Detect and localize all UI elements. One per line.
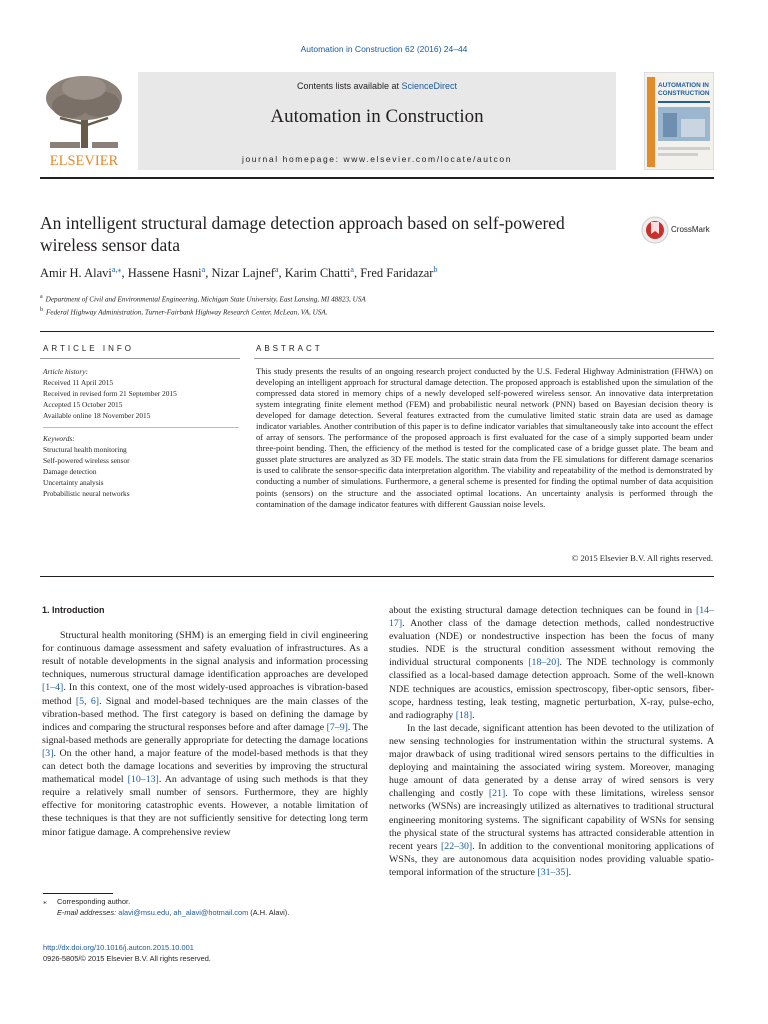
keywords-rule	[43, 427, 239, 428]
section-rule	[40, 331, 714, 332]
paragraph-text: In the last decade, significant attention has been devoted to the utilization of new sensing technologies for instrumentation within the structural systems. A major drawback of using traditional wired sensors pertains to the difficulties in deploying and maintaining the associated wiring system. Moreover, managing huge amount of data generated by a dense array of wired sensors is very challenging and costly	[389, 722, 714, 800]
author-separator: ,	[278, 266, 285, 281]
corresponding-label: Corresponding author.	[57, 897, 131, 906]
footnote-star: ⁎	[43, 897, 47, 906]
issn-line: 0926-5805/© 2015 Elsevier B.V. All rights reserved.	[43, 954, 211, 963]
doi-link[interactable]: http://dx.doi.org/10.1016/j.autcon.2015.10.001	[43, 943, 194, 952]
contents-line	[138, 81, 616, 91]
corresponding-author-note	[43, 896, 363, 907]
paragraph-text: about the existing structural damage detection techniques can be found in	[389, 605, 696, 616]
citation-link[interactable]: [14–17]	[389, 605, 714, 630]
keyword-item: Damage detection	[43, 467, 97, 476]
citation-link[interactable]: [1–4]	[42, 682, 64, 694]
abstract-text: This study presents the results of an ongoing research project conducted by the U.S. Federal Highway Administration (FHWA) on developing an intelligent approach for structural damage detection. The proposed approach is established upon the simulation of the compressed data stored in memory chips of a newly developed self-powered wireless sensor. An innovative data interpretation system integrating finite element method (FEM) and probabilistic neural network (PNN) based on Bayesian decision theory is developed for damage detection. Several features extracted from the cumulative limited static strain data are used as damage indicator variables. Another contribution of this paper is to define indicator variables that simultaneously take into account the effect of array of sensors. The performance of the proposed approach is first evaluated for the case of a simply supported beam under three-point bending. Then, the efficiency of the method is tested for the complicated case of a bridge gusset plate. The beam and gusset plate structures are analyzed as 3D FE models. The static strain data from the FE simulations for different damage scenarios is used to calibrate the sensor-specific data interpretation algorithm. The viability and repeatability of the method is demonstrated by conducting a number of simulations. Furthermore, a general scheme is presented for finding the optimal number of data acquisition points (sensors) on the structure and the associated optimal locations. An uncertainty analysis is performed through the contamination of the damage indicator features with different Gaussian noise levels.	[256, 366, 713, 509]
journal-cover-image	[644, 72, 714, 170]
abstract-rule	[254, 358, 714, 359]
citation-link[interactable]: [7–9]	[326, 721, 348, 733]
author-name: Hassene Hasni	[127, 266, 202, 281]
author-separator: ,	[353, 266, 361, 281]
affiliation-row	[40, 292, 680, 305]
affiliation-mark: a	[40, 294, 43, 300]
paragraph-text: . In addition to the conventional monitoring applications of WSNs, they are autonomous data acquisition nodes providing valuable spatio-temporal information of the structure	[389, 840, 715, 878]
paragraph-text: . The signal-based methods are generally appropriate for detecting the damage locations	[42, 721, 368, 746]
banner-center-panel	[138, 72, 616, 170]
email-link-hotmail[interactable]: ah_alavi@hotmail.com	[173, 908, 249, 917]
article-info	[43, 366, 239, 499]
author-name: Fred Faridazar	[360, 266, 434, 281]
affiliation-text: Federal Highway Administration, Turner-Fairbank Highway Research Center, McLean, VA, USA.	[46, 308, 328, 317]
citation-link[interactable]: [31–35]	[537, 866, 569, 878]
body-column-right	[389, 604, 714, 879]
author-affiliation-mark[interactable]: a	[274, 265, 279, 274]
article-info-heading: ARTICLE INFO	[43, 344, 134, 353]
paragraph-text: . To cope with these limitations, wireless sensor networks (WSNs) are increasingly utilized as alternatives to traditional structural engineering monitoring systems. The significant capability of WSNs for sensing the physical state of the structural systems has attracted considerable attention in recent years	[389, 788, 715, 852]
journal-reference-link[interactable]: Automation in Construction 62 (2016) 24–44	[300, 44, 468, 54]
citation-link[interactable]: [5, 6]	[75, 695, 100, 707]
keyword-item: Structural health monitoring	[43, 445, 127, 454]
top-rule	[40, 177, 714, 179]
paragraph-text: . An advantage of using such methods is that they require a relatively small number of sensors. Furthermore, they are highly effective for monitoring catastrophic events. However, a notable limitation of these techniques is that they are not sufficiently sensitive for detecting long term minor fatigue damage. A comprehensive review	[42, 774, 368, 838]
email-line	[43, 907, 363, 918]
intro-heading: 1. Introduction	[42, 605, 105, 615]
history-item: Accepted 15 October 2015	[43, 400, 123, 409]
history-list	[43, 377, 239, 421]
keyword-item: Probabilistic neural networks	[43, 489, 130, 498]
cover-thumbnail-icon	[645, 73, 714, 170]
footnote	[43, 896, 363, 918]
article-info-rule	[40, 358, 240, 359]
paragraph-text: .	[568, 866, 572, 878]
footnote-rule	[43, 893, 113, 894]
paragraph-text: Structural health monitoring (SHM) is an emerging field in civil engineering for continuous damage assessment and safety evaluation of infrastructures. As a result of notable developments in the signal analysis and information processing techniques, numerous structural damage identification approaches are developed	[42, 630, 368, 681]
journal-title: Automation in Construction	[270, 106, 484, 127]
author-affiliation-mark[interactable]: a	[350, 265, 354, 274]
journal-homepage	[138, 154, 616, 164]
contents-prefix: Contents lists available at	[296, 81, 402, 91]
homepage-url-link[interactable]: www.elsevier.com/locate/autcon	[343, 154, 513, 164]
body-column-left	[42, 604, 368, 839]
sciencedirect-link[interactable]: ScienceDirect	[401, 81, 458, 91]
keyword-item: Self-powered wireless sensor	[43, 456, 130, 465]
journal-banner	[40, 72, 714, 170]
history-label: Article history:	[43, 367, 88, 376]
abstract-copyright: © 2015 Elsevier B.V. All rights reserved.	[571, 553, 713, 563]
homepage-prefix: journal homepage:	[241, 154, 344, 164]
paragraph-text: . Another class of the damage detection methods, called nondestructive evaluation (NDE) or nondestructive inspection has been the focus of many studies. NDE is the structural condition assessment without removing the individual structural components	[389, 618, 714, 669]
author-affiliation-mark[interactable]: a,⁎	[111, 265, 122, 274]
keyword-list	[43, 444, 239, 499]
author-name: Amir H. Alavi	[40, 266, 112, 281]
paragraph-text: . In this context, one of the most widely-used approaches is vibration-based method	[42, 682, 368, 707]
email-suffix: (A.H. Alavi).	[248, 908, 290, 917]
author-affiliation-mark[interactable]: a	[201, 265, 206, 274]
author-separator: ,	[121, 266, 128, 281]
keyword-item: Uncertainty analysis	[43, 478, 104, 487]
history-item: Received 11 April 2015	[43, 378, 114, 387]
svg-text:AUTOMATION IN: AUTOMATION IN	[658, 82, 709, 89]
author-name: Karim Chatti	[284, 266, 351, 281]
crossmark-label: CrossMark	[671, 225, 710, 234]
elsevier-tree-icon	[40, 72, 128, 170]
email-link-msu[interactable]: alavi@msu.edu	[118, 908, 170, 917]
paragraph-text: . The NDE technology is commonly classified as a local-based damage detection approach. Some of the well-known NDE techniques are acoustics, emission spectroscopy, fiber-optic sensors, fiber-scope, hardness testing, leak testing, magnetic perturbation, X-ray, pulse-echo, and radiography	[389, 657, 714, 721]
intro-paragraph	[389, 722, 714, 879]
affiliation-row	[40, 305, 680, 318]
article-title: An intelligent structural damage detection approach based on self-powered wireless sensor data	[40, 213, 565, 255]
abstract-heading: ABSTRACT	[256, 344, 323, 353]
affiliations	[40, 292, 680, 319]
body-rule	[40, 576, 714, 577]
svg-text:CONSTRUCTION: CONSTRUCTION	[658, 90, 710, 97]
paragraph-text: . On the other hand, a major feature of the model-based methods is that they can detect both the damage locations and severities by improving the structural mathematical model	[42, 747, 368, 786]
email-label: E-mail addresses:	[57, 908, 119, 917]
affiliation-text: Department of Civil and Environmental Engineering, Michigan State University, East Lansing, MI 48823, USA	[45, 295, 366, 304]
intro-paragraph	[42, 629, 368, 839]
elsevier-logo	[40, 72, 128, 170]
email-separator: ,	[169, 908, 174, 917]
author-list	[40, 265, 680, 281]
history-item: Available online 18 November 2015	[43, 411, 151, 420]
citation-link[interactable]: [18]	[455, 709, 473, 721]
doi-block	[43, 942, 443, 964]
keywords-label: Keywords:	[43, 434, 75, 443]
citation-link[interactable]: [18–20]	[528, 657, 560, 669]
affiliation-mark: b	[40, 307, 43, 314]
paragraph-text: . Signal and model-based techniques are the main classes of the vibration-based method. The first category is based on defining the damage by indices and comparing the structural responses before and after damage	[42, 695, 368, 733]
intro-paragraph	[389, 604, 714, 722]
citation-link[interactable]: [21]	[488, 788, 506, 800]
citation-link[interactable]: [10–13]	[127, 774, 159, 786]
author-affiliation-mark[interactable]: b	[433, 265, 438, 274]
crossmark-button[interactable]	[641, 214, 721, 246]
author-name: Nizar Lajnef	[211, 266, 275, 281]
svg-text:ELSEVIER: ELSEVIER	[49, 153, 119, 169]
citation-link[interactable]: [3]	[42, 747, 54, 759]
history-item: Received in revised form 21 September 2015	[43, 389, 177, 398]
author-separator: ,	[205, 266, 212, 281]
citation-link[interactable]: [22–30]	[441, 840, 473, 852]
paragraph-text: .	[472, 709, 475, 721]
